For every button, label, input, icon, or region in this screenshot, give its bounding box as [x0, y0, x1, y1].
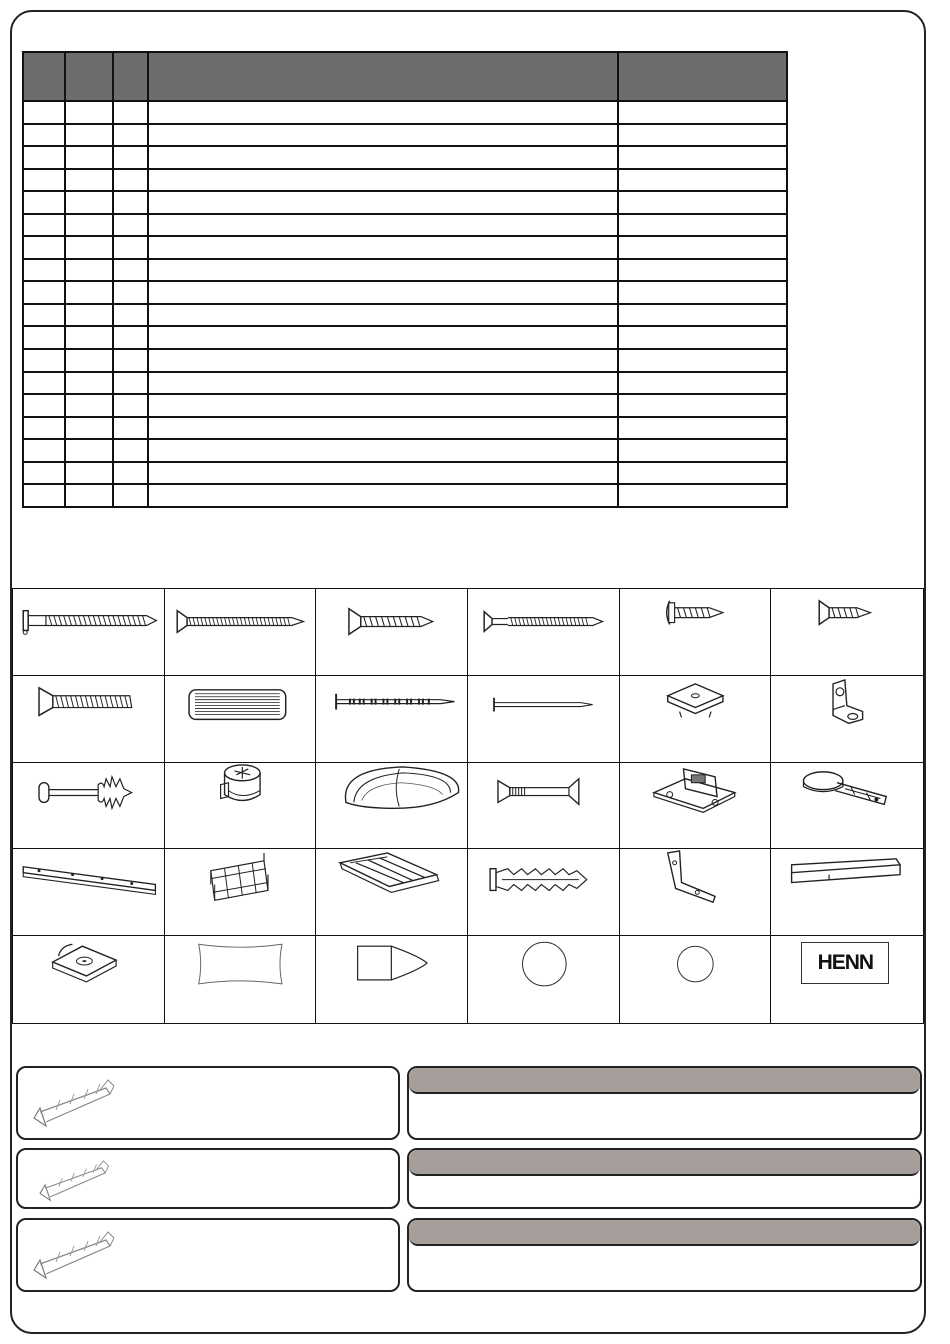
note-row-3-header	[409, 1220, 920, 1246]
table-cell	[618, 124, 787, 147]
table-cell	[113, 372, 148, 395]
table-cell	[618, 191, 787, 214]
table-cell	[618, 259, 787, 282]
table-cell	[65, 236, 113, 259]
square-glide-pad-icon	[620, 676, 771, 762]
table-cell	[65, 259, 113, 282]
table-cell	[65, 169, 113, 192]
table-cell	[148, 372, 618, 395]
table-cell	[113, 259, 148, 282]
hw-cell-protective-foil	[165, 936, 317, 1023]
table-cell	[23, 372, 65, 395]
hw-cell-wooden-dowel	[165, 676, 317, 763]
note-row-3	[407, 1218, 922, 1292]
wall-anchor-screw-icon	[26, 1224, 126, 1292]
table-cell	[65, 281, 113, 304]
hw-cell-square-glide-pad	[620, 676, 772, 763]
table-cell	[65, 326, 113, 349]
table-cell	[148, 214, 618, 237]
table-cell	[113, 191, 148, 214]
protective-foil-icon	[165, 936, 316, 1023]
table-cell	[23, 439, 65, 462]
table-cell	[23, 169, 65, 192]
short-flat-screw-icon	[771, 589, 923, 675]
table-row	[23, 439, 787, 462]
table-cell	[148, 304, 618, 327]
ribbed-nail-icon	[316, 676, 467, 762]
table-cell	[65, 101, 113, 124]
connector-bolt-icon	[468, 763, 619, 849]
table-cell	[65, 417, 113, 440]
table-cell	[23, 326, 65, 349]
hw-cell-short-countersunk-screw	[316, 589, 468, 676]
table-cell	[148, 236, 618, 259]
table-cell	[113, 146, 148, 169]
long-screw-icon	[13, 589, 164, 675]
hw-cell-thin-long-screw	[468, 589, 620, 676]
table-cell	[618, 304, 787, 327]
hw-cell-large-cover-cap	[468, 936, 620, 1023]
table-cell	[23, 236, 65, 259]
parts-table-body	[23, 101, 787, 507]
table-cell	[618, 462, 787, 485]
table-cell	[23, 394, 65, 417]
round-head-screw-icon	[620, 589, 771, 675]
table-cell	[23, 304, 65, 327]
hw-cell-small-cover-cap	[620, 936, 772, 1023]
hw-cell-mounting-plate	[620, 763, 772, 850]
hw-cell-short-flat-screw	[771, 589, 923, 676]
col-header-description	[148, 52, 618, 101]
table-cell	[65, 191, 113, 214]
wooden-dowel-icon	[165, 676, 316, 762]
table-cell	[65, 304, 113, 327]
table-cell	[148, 439, 618, 462]
small-cover-cap-icon	[620, 936, 771, 1023]
table-cell	[148, 484, 618, 507]
table-cell	[618, 169, 787, 192]
table-row	[23, 326, 787, 349]
hw-cell-thin-nail	[468, 676, 620, 763]
table-row	[23, 372, 787, 395]
table-cell	[113, 236, 148, 259]
wire-basket-icon	[165, 849, 316, 935]
hw-cell-angle-bracket	[771, 676, 923, 763]
table-row	[23, 214, 787, 237]
table-cell	[65, 146, 113, 169]
table-cell	[148, 191, 618, 214]
wooden-block-icon	[771, 849, 923, 935]
hw-cell-wire-basket	[165, 849, 317, 936]
table-row	[23, 349, 787, 372]
thin-long-screw-icon	[468, 589, 619, 675]
table-row	[23, 124, 787, 147]
table-cell	[65, 462, 113, 485]
cabinet-hinge-icon	[771, 763, 923, 849]
table-cell	[65, 484, 113, 507]
table-cell	[113, 394, 148, 417]
table-cell	[148, 169, 618, 192]
hw-cell-long-countersunk-screw	[165, 589, 317, 676]
table-cell	[618, 484, 787, 507]
table-cell	[618, 326, 787, 349]
table-row	[23, 236, 787, 259]
table-cell	[23, 101, 65, 124]
table-cell	[618, 146, 787, 169]
hw-cell-henn-logo	[771, 936, 923, 1023]
table-cell	[618, 439, 787, 462]
cam-bolt-icon	[13, 763, 164, 849]
table-row	[23, 462, 787, 485]
table-cell	[23, 191, 65, 214]
table-cell	[113, 439, 148, 462]
table-cell	[113, 169, 148, 192]
wall-anchor-screw-icon	[26, 1154, 126, 1209]
table-cell	[148, 462, 618, 485]
col-header-code	[65, 52, 113, 101]
table-cell	[618, 349, 787, 372]
hw-cell-wall-bracket	[620, 849, 772, 936]
table-cell	[65, 124, 113, 147]
hw-cell-cabinet-hinge	[771, 763, 923, 850]
table-cell	[148, 101, 618, 124]
table-cell	[618, 394, 787, 417]
hw-cell-round-head-screw	[620, 589, 772, 676]
table-row	[23, 169, 787, 192]
table-cell	[113, 326, 148, 349]
table-cell	[65, 394, 113, 417]
wall-anchor-screw-icon	[26, 1072, 126, 1140]
wall-plug-icon	[468, 849, 619, 935]
hw-cell-shelf-support-cup	[13, 936, 165, 1023]
table-cell	[113, 124, 148, 147]
hw-cell-machine-bolt	[13, 676, 165, 763]
hw-cell-ribbed-nail	[316, 676, 468, 763]
machine-bolt-icon	[13, 676, 164, 762]
table-cell	[148, 326, 618, 349]
thin-nail-icon	[468, 676, 619, 762]
short-countersunk-screw-icon	[316, 589, 467, 675]
anchor-row-3	[16, 1218, 400, 1292]
table-cell	[65, 349, 113, 372]
cup-handle-icon	[316, 763, 467, 849]
table-cell	[65, 214, 113, 237]
hw-cell-cup-handle	[316, 763, 468, 850]
table-cell	[113, 214, 148, 237]
hardware-grid	[12, 588, 924, 1024]
hw-cell-wall-plug	[468, 849, 620, 936]
hw-cell-wooden-block	[771, 849, 923, 936]
note-row-2-header	[409, 1150, 920, 1176]
table-cell	[618, 281, 787, 304]
table-cell	[618, 236, 787, 259]
hw-cell-cam-lock	[165, 763, 317, 850]
hw-cell-cam-bolt	[13, 763, 165, 850]
table-row	[23, 146, 787, 169]
table-cell	[148, 146, 618, 169]
table-cell	[148, 259, 618, 282]
table-cell	[113, 101, 148, 124]
table-row	[23, 281, 787, 304]
table-cell	[148, 394, 618, 417]
hw-cell-drawer-rail	[13, 849, 165, 936]
table-cell	[618, 101, 787, 124]
pencil-tip-icon	[316, 936, 467, 1023]
parts-table-header	[23, 52, 787, 101]
table-cell	[113, 349, 148, 372]
col-header-dimensions	[618, 52, 787, 101]
table-row	[23, 259, 787, 282]
cam-lock-icon	[165, 763, 316, 849]
table-cell	[23, 462, 65, 485]
hw-cell-cutlery-tray	[316, 849, 468, 936]
table-row	[23, 484, 787, 507]
anchor-row-2	[16, 1148, 400, 1209]
table-cell	[618, 214, 787, 237]
table-cell	[148, 281, 618, 304]
large-cover-cap-icon	[468, 936, 619, 1023]
table-cell	[23, 146, 65, 169]
note-row-1-header	[409, 1068, 920, 1094]
table-cell	[113, 462, 148, 485]
table-cell	[23, 259, 65, 282]
table-row	[23, 394, 787, 417]
anchor-row-1	[16, 1066, 400, 1140]
mounting-plate-icon	[620, 763, 771, 849]
table-cell	[113, 417, 148, 440]
col-header-number	[23, 52, 65, 101]
note-row-1	[407, 1066, 922, 1140]
table-row	[23, 191, 787, 214]
table-cell	[23, 417, 65, 440]
col-header-qty	[113, 52, 148, 101]
note-row-2	[407, 1148, 922, 1209]
hw-cell-connector-bolt	[468, 763, 620, 850]
table-cell	[148, 124, 618, 147]
table-cell	[113, 304, 148, 327]
table-cell	[23, 124, 65, 147]
wall-bracket-icon	[620, 849, 771, 935]
drawer-rail-icon	[13, 849, 164, 935]
table-cell	[23, 281, 65, 304]
parts-list-table	[22, 51, 788, 508]
table-cell	[148, 349, 618, 372]
table-cell	[618, 417, 787, 440]
table-row	[23, 101, 787, 124]
henn-logo: HENN	[801, 942, 889, 984]
table-row	[23, 304, 787, 327]
shelf-support-cup-icon	[13, 936, 164, 1023]
table-cell	[23, 214, 65, 237]
table-cell	[65, 439, 113, 462]
table-cell	[113, 281, 148, 304]
table-cell	[618, 372, 787, 395]
table-cell	[23, 349, 65, 372]
hw-cell-long-screw	[13, 589, 165, 676]
table-row	[23, 417, 787, 440]
table-cell	[65, 372, 113, 395]
table-cell	[148, 417, 618, 440]
table-cell	[113, 484, 148, 507]
cutlery-tray-icon	[316, 849, 467, 935]
table-cell	[23, 484, 65, 507]
angle-bracket-icon	[771, 676, 923, 762]
long-countersunk-screw-icon	[165, 589, 316, 675]
hw-cell-pencil-tip	[316, 936, 468, 1023]
